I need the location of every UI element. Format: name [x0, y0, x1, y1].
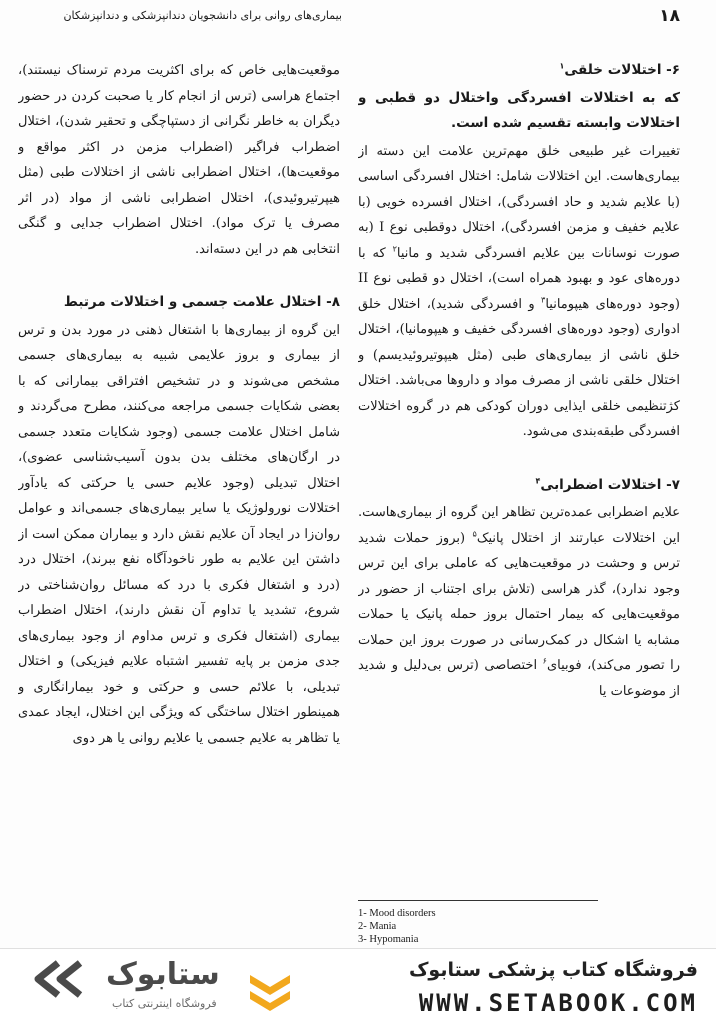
- footnote-ref-3: ۳: [541, 295, 546, 305]
- footnote-ref-2: ۲: [392, 244, 397, 254]
- footnotes: [358, 900, 598, 946]
- section-7-continued-paragraph: موقعیت‌هایی خاص که برای اکثریت مردم ترسناک نیستند)، اجتماع هراسی (ترس از انجام کار یا صحبت کردن در حضور دیگران به خاطر نگرانی از دستپاچگی و تحقیر شدن)، اختلال اضطراب فراگیر (اضطراب مزمن در اکثر مواقع و موقعیت‌ها)، اختلال اضطرابی ناشی از اختلالات طبی (مثل هیپرتیروئیدی)، اختلال اضطرابی ناشی از مواد (در اثر مصرف یا ترک مواد). اختلال اضطراب جدایی و گنگی انتخابی هم در این دسته‌اند.: [18, 63, 340, 257]
- section-8-paragraph: این گروه از بیماری‌ها با اشتغال ذهنی در مورد بدن و ترس از بیماری و بروز علایمی شبیه به بیماری‌های جسمی مشخص می‌شوند و در تشخیص افتراقی بیمارانی که با بعضی شکایات جسمی مراجعه می‌کنند، مطرح می‌گردند و شامل اختلال علامت جسمی (وجود شکایات متعدد جسمی در ارگان‌های مختلف بدن بدون آسیب‌شناسی عضوی)، اختلال تبدیلی (وجود علایم حسی یا حرکتی که یادآور اختلالات نورولوژیک یا سایر بیماری‌های جسمی‌اند و عوامل روان‌زا در ایجاد آن علایم نقش دارد و بیماران ممکن است از داشتن این علایم به طور ناخودآگاه نفع ببرند)، اختلال درد (درد و اشتغال فکری با درد که مسائل روان‌شناختی در شروع، تشدید یا تداوم آن نقش دارند)، اختلال اضطراب بیماری (اشتغال فکری و ترس مداوم از وجود بیماری‌های جدی مزمن بر پایه تفسیر اشتباه علایم فیزیکی) و اختلال تبدیلی، با علائم حسی و حرکتی و خود بیمارانگاری و همینطور اختلال ساختگی که ویژگی این اختلال، ایجاد عمدی یا تظاهر به علایم جسمی یا علایم روانی یا هر دوی: [18, 322, 340, 746]
- footnote-ref-4: ۴: [535, 476, 541, 485]
- logo-wordmark: ستابوک: [106, 957, 220, 992]
- shop-name: فروشگاه کتاب پزشکی ستابوک: [408, 959, 698, 981]
- stacked-chevrons-icon: [246, 971, 294, 1017]
- section-6-heading: ۶- اختلالات خلقی$^۱$: [559, 61, 680, 78]
- footnote-ref-1: ۱: [559, 61, 565, 71]
- footnote-ref-5: ۵: [472, 529, 477, 539]
- shop-url-link[interactable]: WWW.SETABOOK.COM: [418, 989, 698, 1017]
- setabook-logo[interactable]: [28, 957, 288, 1017]
- section-7-heading: ۷- اختلالات اضطرابی$^۴$: [535, 476, 680, 493]
- footnote-ref-6: ۶: [542, 656, 547, 666]
- section-6-paragraph: تغییرات غیر طبیعی خلق مهم‌ترین علامت این دسته از بیماری‌هاست. این اختلالات شامل: اختلال افسردگی اساسی (با علایم شدید و حاد افسردگی)، اختلال افسرده خویی (با علایم خفیف و مزمن افسردگی)، اختلال دوقطبی نوع I (به صورت نوسانات بین علایم افسردگی شدید و مانیا$^۲$ که با دوره‌های عود و بهبود همراه است)، اختلال دو قطبی نوع II (وجود دوره‌های هیپومانیا$^۳$ و افسردگی شدید)، اختلال خلق ادواری (وجود دوره‌های افسردگی خفیف و هیپومانیا)، اختلال خلق ناشی از بیماری‌های طبی (مثل هیپوتیروئیدیسم) و اختلال خلقی ناشی از مصرف مواد و داروها می‌باشد. اختلال کژتنظیمی خلقی ایذایی دوران کودکی هم در گروه اختلالات افسردگی طبقه‌بندی می‌شود.: [358, 143, 680, 439]
- page-number: ۱۸: [659, 6, 680, 26]
- footnote-3: 3- Hypomania: [358, 934, 419, 945]
- logo-tagline: فروشگاه اینترنتی کتاب: [112, 997, 217, 1010]
- right-column: [358, 58, 680, 710]
- double-chevron-left-icon: [28, 959, 98, 999]
- footnote-2: 2- Mania: [358, 921, 397, 932]
- store-banner: [0, 948, 716, 1025]
- page-header: [14, 6, 702, 30]
- left-column: [18, 58, 340, 948]
- section-7-paragraph: علایم اضطرابی عمده‌ترین تظاهر این گروه از بیماری‌هاست. این اختلالات عبارتند از اختلال پانیک$^۵$ (بروز حملات شدید ترس و وحشت در موقعیت‌هایی که عاملی برای این ترس وجود ندارد)، گذر هراسی (تلاش برای اجتناب از حضور در موقعیت‌هایی که بیمار احتمال بروز حمله پانیک یا حملات مشابه یا اشکال در کمک‌رسانی در صورت بروز این حملات را تصور می‌کند)، فوبیای$^۶$ اختصاصی (ترس بی‌دلیل و شدید از موضوعات یا: [358, 505, 680, 699]
- footnote-1: 1- Mood disorders: [358, 908, 436, 919]
- section-8-heading: ۸- اختلال علامت جسمی و اختلالات مرتبط: [63, 294, 340, 310]
- running-title: بیماری‌های روانی برای دانشجویان دندانپزشکی و دندانپزشکان: [63, 9, 342, 22]
- section-6-subheading: که به اختلالات افسردگی واختلال دو قطبی و اختلالات وابسته تقسیم شده است.: [358, 89, 680, 131]
